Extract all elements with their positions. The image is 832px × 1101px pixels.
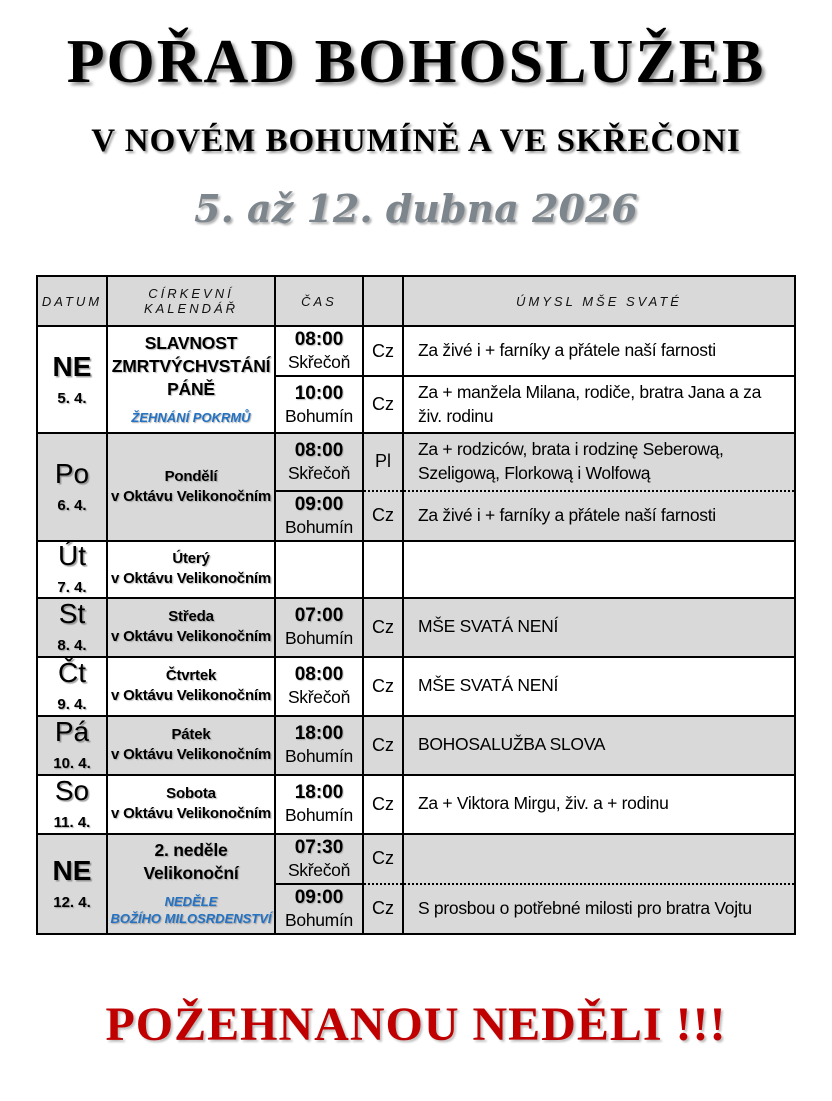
time-cell [275,834,363,884]
language-cell: Cz [363,657,403,716]
place-label: Bohumín [285,628,353,649]
column-header-kalendar: CÍRKEVNÍ KALENDÁŘ [107,276,275,326]
place-label: Bohumín [285,516,353,537]
language-cell: Cz [363,376,403,433]
header-row [37,276,795,326]
table-row [37,834,795,884]
calendar-note [108,894,274,928]
calendar-line: PÁNĚ [167,378,215,399]
intention-cell: Za + rodziców, brata i rodzinę Seberową, Szeligową, Florkową i Wolfową [403,433,795,490]
calendar-line: Čtvrtek [165,666,217,684]
place-label: Skřečoň [287,859,351,880]
day-abbr: So [54,775,90,807]
column-header-lang [363,276,403,326]
language-cell: Cz [363,775,403,834]
schedule-table [36,275,796,935]
calendar-line: v Oktávu Velikonočním [110,687,272,705]
time-label: 18:00 [294,723,344,745]
day-abbr: St [58,598,86,630]
time-cell [275,376,363,433]
place-label: Skřečoň [287,687,351,708]
calendar-line: Úterý [172,549,210,567]
date-label: 9. 4. [57,696,87,714]
intention-cell [403,541,795,598]
intention-cell: MŠE SVATÁ NENÍ [403,657,795,716]
day-cell [37,775,107,834]
time-cell [275,433,363,490]
calendar-cell [107,657,275,716]
time-label: 09:00 [294,493,344,515]
place-label: Bohumín [285,805,353,826]
intention-cell: S prosbou o potřebné milosti pro bratra Vojtu [403,884,795,934]
calendar-line: Pondělí [164,467,218,485]
column-header-datum: DATUM [37,276,107,326]
intention-cell: Za + manžela Milana, rodiče, bratra Jana a za živ. rodinu [403,376,795,433]
place-label: Bohumín [285,405,353,426]
page-subtitle: V NOVÉM BOHUMÍNĚ A VE SKŘEČONI [91,123,741,160]
column-header-umysl: ÚMYSL MŠE SVATÉ [403,276,795,326]
date-label: 6. 4. [57,496,87,514]
calendar-cell [107,834,275,934]
calendar-line: v Oktávu Velikonočním [110,570,272,588]
footer-greeting: POŽEHNANOU NEDĚLI !!! [105,997,727,1051]
day-cell [37,326,107,433]
calendar-line: v Oktávu Velikonočním [110,805,272,823]
day-cell [37,657,107,716]
calendar-cell [107,775,275,834]
date-range: 5. až 12. dubna 2026 [194,186,638,232]
intention-cell: Za živé i + farníky a přátele naší farnosti [403,491,795,541]
calendar-line: v Oktávu Velikonočním [110,487,272,505]
language-cell: Cz [363,884,403,934]
calendar-cell [107,326,275,433]
language-cell: Cz [363,716,403,775]
calendar-cell [107,598,275,657]
language-cell [363,541,403,598]
time-cell [275,598,363,657]
date-label: 10. 4. [53,755,91,773]
day-cell [37,834,107,934]
time-cell [275,775,363,834]
calendar-line: Velikonoční [143,862,239,883]
calendar-line: Středa [168,607,214,625]
calendar-line: ZMRTVÝCHVSTÁNÍ [111,355,271,376]
time-cell [275,541,363,598]
day-abbr: Pá [54,716,90,748]
time-label: 10:00 [294,382,344,404]
intention-cell: BOHOSALUŽBA SLOVA [403,716,795,775]
calendar-note-line: BOŽÍHO MILOSRDENSTVÍ [110,911,272,927]
time-cell [275,657,363,716]
place-label: Bohumín [285,909,353,930]
calendar-cell [107,541,275,598]
date-label: 5. 4. [57,389,87,407]
table-row [37,716,795,775]
day-abbr: Po [54,457,90,489]
day-cell [37,433,107,540]
day-cell [37,541,107,598]
time-label: 09:00 [294,886,344,908]
time-label: 08:00 [294,440,344,462]
time-label: 07:30 [294,836,344,858]
calendar-cell [107,433,275,540]
day-abbr: Čt [58,657,86,689]
table-row [37,326,795,376]
time-label: 08:00 [294,664,344,686]
calendar-cell [107,716,275,775]
table-row [37,657,795,716]
calendar-note-line: ŽEHNÁNÍ POKRMŮ [131,410,251,426]
language-cell: Cz [363,326,403,376]
calendar-line: 2. neděle [154,839,228,860]
intention-cell: MŠE SVATÁ NENÍ [403,598,795,657]
language-cell: Cz [363,598,403,657]
page-title: POŘAD BOHOSLUŽEB [66,28,766,96]
table-header [37,276,795,326]
table-row [37,598,795,657]
date-label: 12. 4. [53,893,91,911]
place-label: Skřečoň [287,462,351,483]
day-abbr: NE [52,350,92,382]
calendar-line: v Oktávu Velikonočním [110,746,272,764]
table-row [37,541,795,598]
language-cell: Cz [363,834,403,884]
time-cell [275,716,363,775]
table-body [37,326,795,934]
place-label: Bohumín [285,746,353,767]
date-label: 11. 4. [53,814,91,832]
language-cell: Pl [363,433,403,490]
day-cell [37,598,107,657]
language-cell: Cz [363,491,403,541]
calendar-line: v Oktávu Velikonočním [110,628,272,646]
time-cell [275,884,363,934]
table-row [37,775,795,834]
calendar-line: SLAVNOST [144,333,238,354]
time-cell [275,326,363,376]
day-cell [37,716,107,775]
time-label: 07:00 [294,605,344,627]
calendar-line: Pátek [171,725,211,743]
day-abbr: NE [52,854,92,886]
intention-cell [403,834,795,884]
column-header-cas: ČAS [275,276,363,326]
intention-cell: Za živé i + farníky a přátele naší farnosti [403,326,795,376]
date-label: 8. 4. [57,637,87,655]
day-abbr: Út [58,540,86,572]
calendar-note-line: NEDĚLE [164,894,218,910]
calendar-line: Sobota [166,784,216,802]
table-row [37,433,795,490]
place-label: Skřečoň [287,352,351,373]
date-label: 7. 4. [57,579,87,597]
calendar-note [108,410,274,427]
intention-cell: Za + Viktora Mirgu, živ. a + rodinu [403,775,795,834]
time-cell [275,491,363,541]
masthead [0,0,832,231]
time-label: 18:00 [294,782,344,804]
time-label: 08:00 [294,329,344,351]
